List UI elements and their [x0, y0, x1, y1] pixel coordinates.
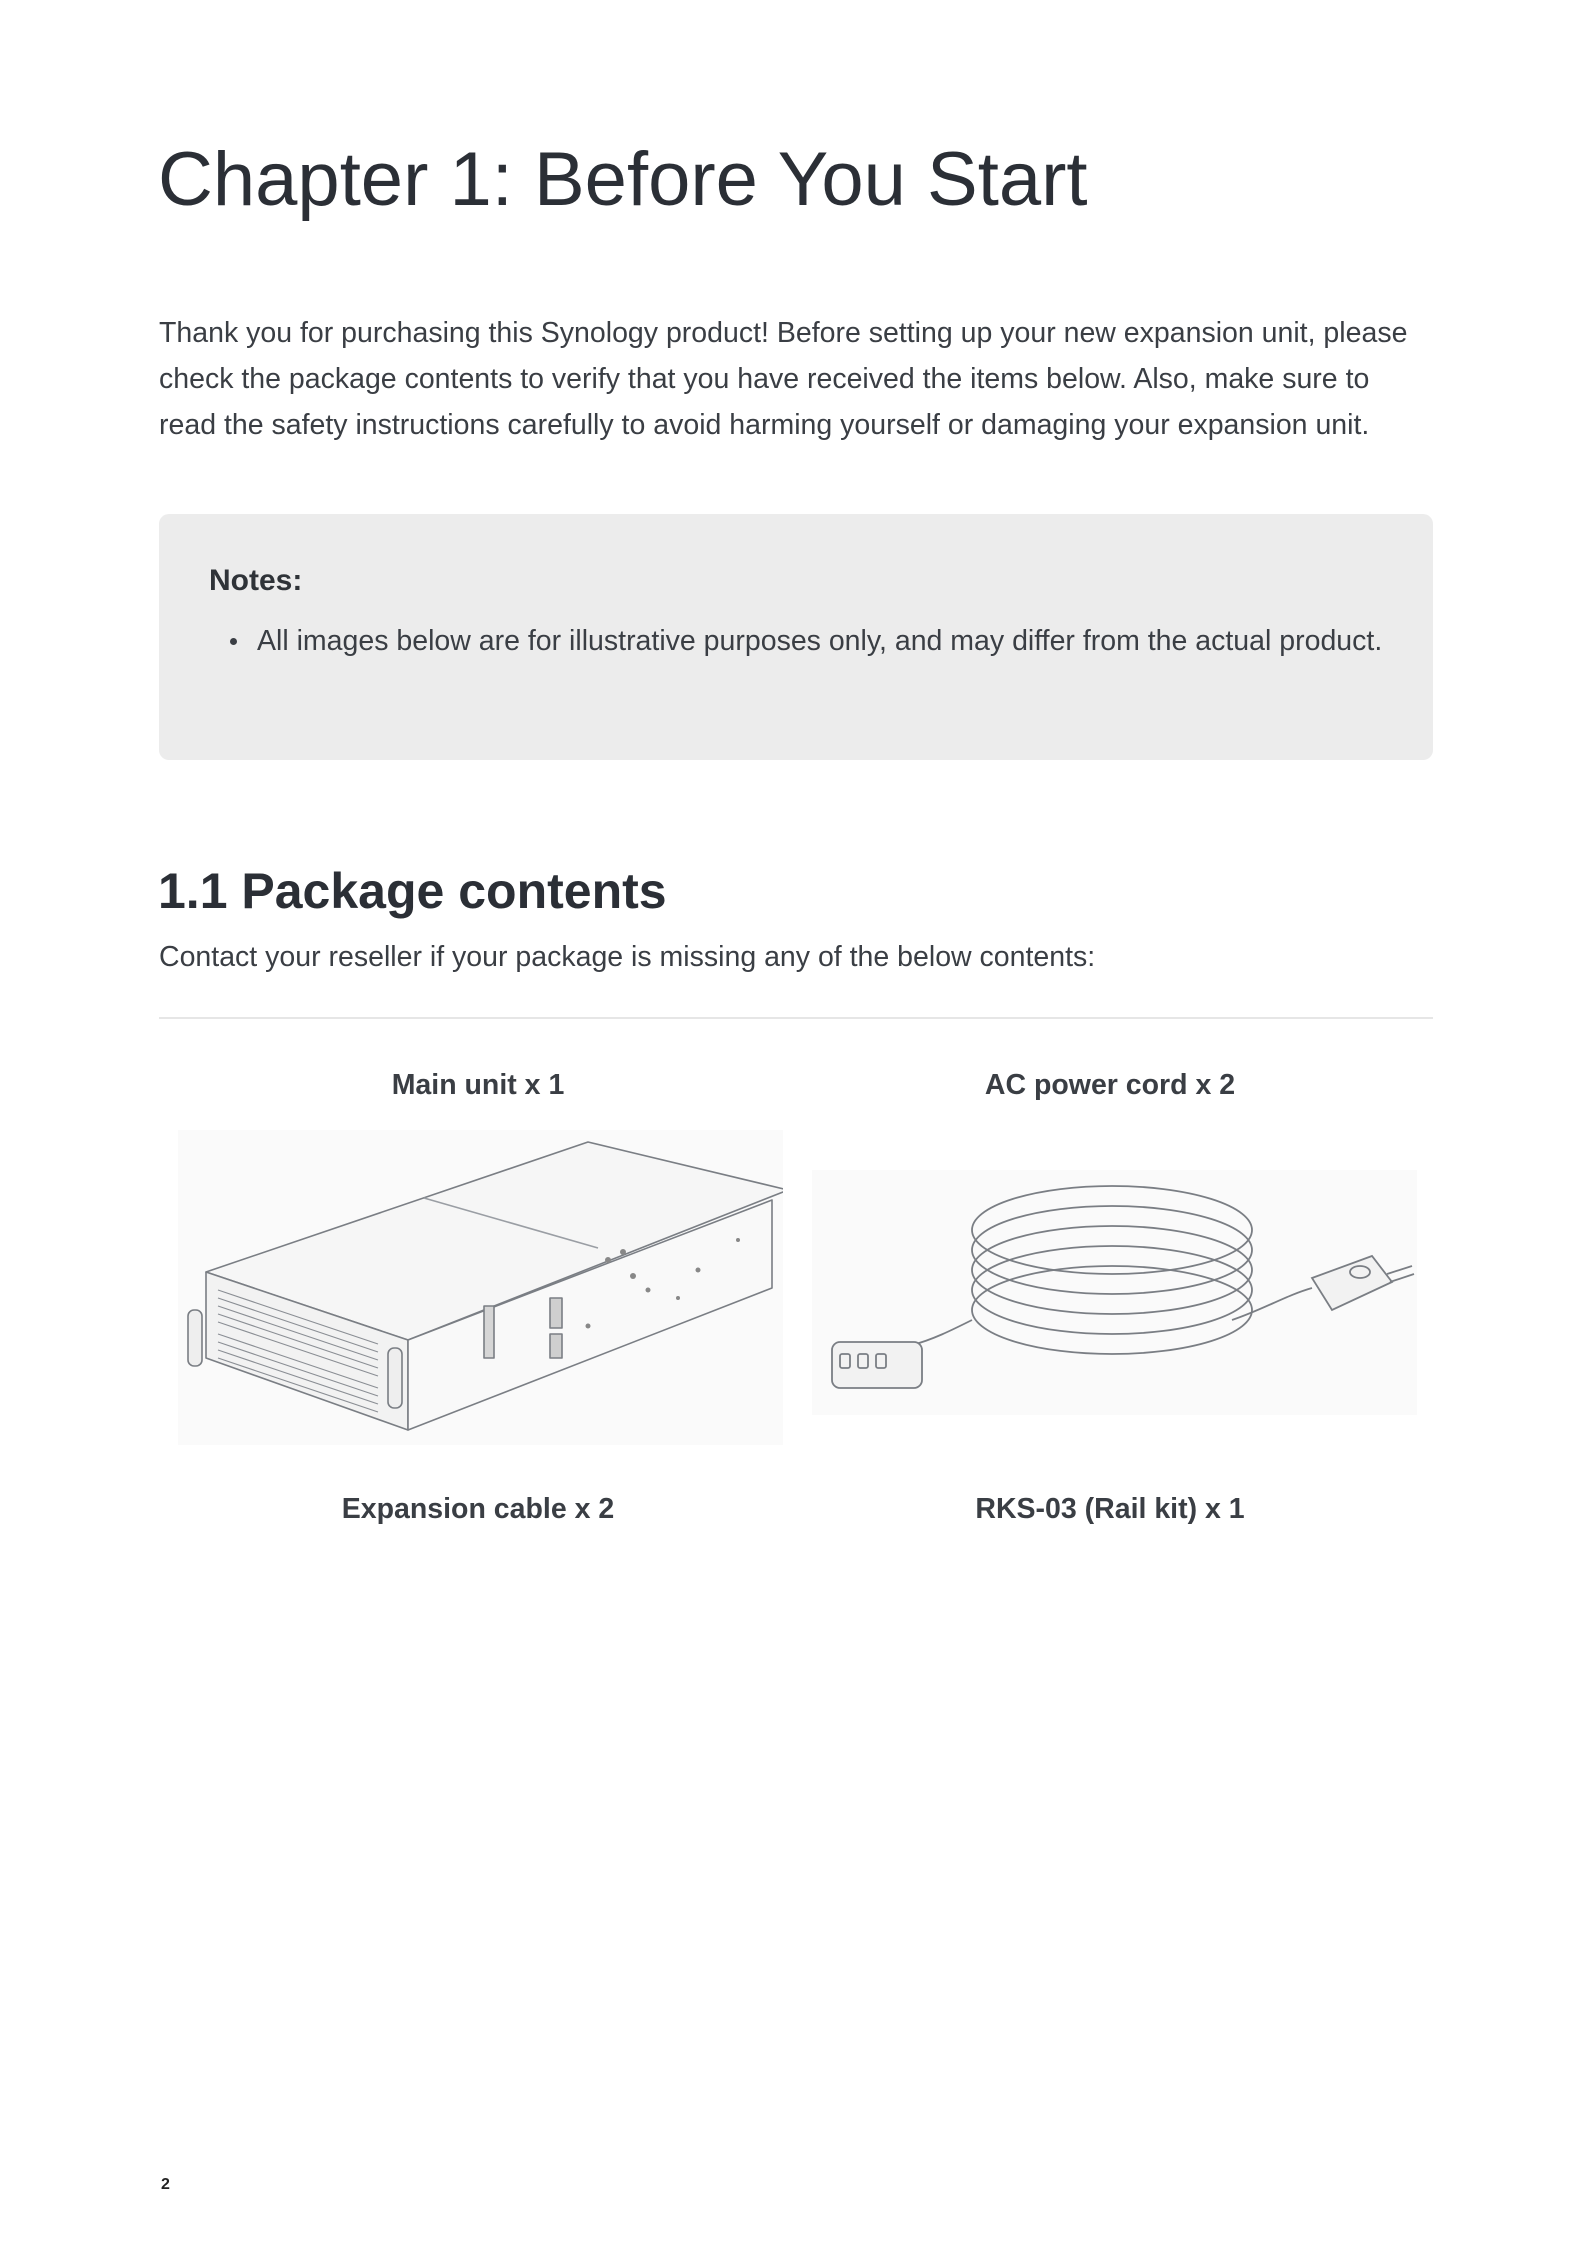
power-cord-illustration [812, 1170, 1417, 1415]
notes-list [209, 618, 1407, 664]
page-number: 2 [161, 2176, 170, 2193]
notes-title: Notes: [209, 564, 303, 597]
intro-paragraph: Thank you for purchasing this Synology product! Before setting up your new expansion unit, please check the package contents to verify that you have received the items below. Also, make sure to read the safety instructions carefully to avoid harming yourself or damaging your expansion unit. [159, 317, 1408, 441]
notes-box [159, 514, 1433, 760]
package-item-label-expansion-cable: Expansion cable x 2 [341, 1493, 615, 1525]
divider [159, 1017, 1433, 1019]
package-item-label-main-unit: Main unit x 1 [391, 1069, 565, 1101]
section-title: 1.1 Package contents [158, 863, 667, 919]
notes-item: All images below are for illustrative purposes only, and may differ from the actual product. [257, 618, 1407, 664]
package-item-label-rail-kit: RKS-03 (Rail kit) x 1 [975, 1493, 1245, 1525]
main-unit-illustration [178, 1130, 783, 1445]
package-item-label-power-cord: AC power cord x 2 [984, 1069, 1236, 1101]
chapter-title: Chapter 1: Before You Start [158, 137, 1088, 222]
section-description: Contact your reseller if your package is missing any of the below contents: [159, 941, 1096, 973]
